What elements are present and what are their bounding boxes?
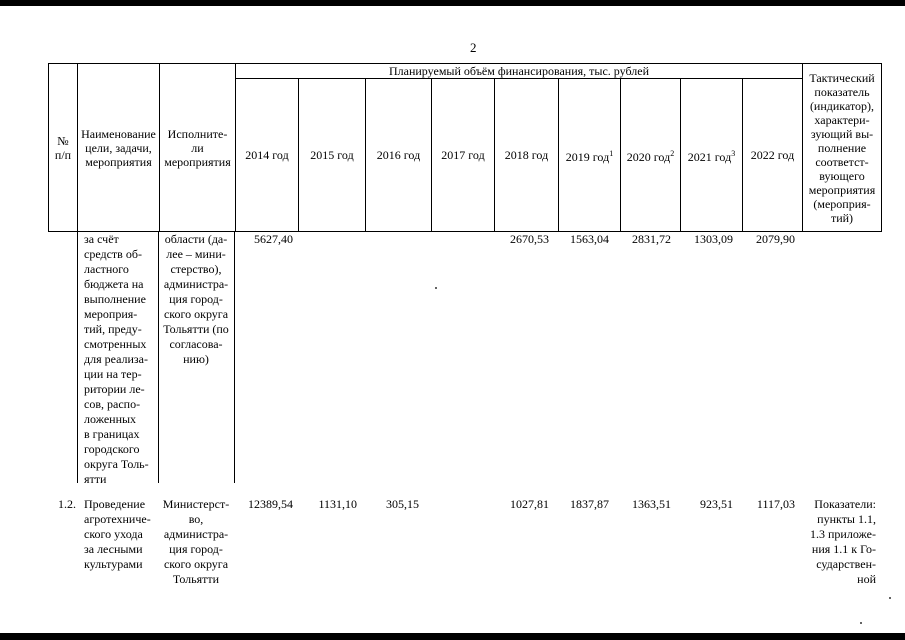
column-divider bbox=[234, 232, 235, 483]
row-value: 5627,40 bbox=[254, 232, 293, 246]
financing-header-table bbox=[48, 63, 882, 232]
row-value: 923,51 bbox=[700, 497, 733, 511]
header-year-label: 2015 год bbox=[310, 148, 354, 162]
header-year-6 bbox=[621, 79, 681, 232]
header-year-7 bbox=[681, 79, 743, 232]
header-year-label: 2017 год bbox=[441, 148, 485, 162]
header-executor: Исполните- ли мероприятия bbox=[160, 64, 236, 232]
header-year-2 bbox=[366, 79, 432, 232]
header-num: № п/п bbox=[49, 64, 78, 232]
row-value: 1363,51 bbox=[632, 497, 671, 511]
row-value: 305,15 bbox=[386, 497, 419, 511]
row-value: 1117,03 bbox=[756, 497, 795, 511]
header-year-label: 2014 год bbox=[245, 148, 289, 162]
page-number: 2 bbox=[470, 40, 477, 55]
row-value: 2831,72 bbox=[632, 232, 671, 246]
header-year-label: 2020 год bbox=[626, 149, 671, 164]
row-executor: области (да- лее – мини- стерство), администра- ция город- ского округа Тольятти (по согласова- нию) bbox=[163, 232, 229, 366]
header-year-0 bbox=[236, 79, 299, 232]
header-year-label: 2019 год bbox=[565, 149, 610, 164]
row-value: 2079,90 bbox=[756, 232, 795, 246]
row-name: за счёт средств об- ластного бюджета на выполнение мероприя- тий, преду- смотренных для реализа- ции на тер- ритории ле- сов, распо- ложенных в границах городского округа Толь- ятти bbox=[84, 232, 149, 486]
header-year-label: 2016 год bbox=[376, 148, 421, 162]
top-border bbox=[0, 0, 905, 6]
header-year-label: 2018 год bbox=[504, 148, 549, 162]
header-indicator: Тактический показатель (индикатор), характери- зующий вы- полнение соответст- вующего мероприятия (мероприя- тий) bbox=[803, 64, 882, 232]
row-value: 2670,53 bbox=[510, 232, 549, 246]
footnote-mark: 1 bbox=[609, 148, 614, 158]
column-divider bbox=[77, 232, 78, 483]
header-year-1 bbox=[299, 79, 366, 232]
row-executor: Министерст- во, администра- ция город- ского округа Тольятти bbox=[162, 497, 230, 586]
header-year-3 bbox=[432, 79, 495, 232]
scan-speck bbox=[435, 287, 437, 289]
row-value: 12389,54 bbox=[248, 497, 293, 511]
scan-speck bbox=[889, 597, 891, 599]
row-name: Проведение агротехниче- ского ухода за лесными культурами bbox=[84, 497, 151, 571]
row-value: 1837,87 bbox=[570, 497, 609, 511]
row-number: 1.2. bbox=[58, 497, 76, 511]
row-value: 1563,04 bbox=[570, 232, 609, 246]
header-year-label: 2022 год bbox=[750, 148, 795, 162]
footnote-mark: 2 bbox=[670, 148, 675, 158]
row-indicator: Показатели: пункты 1.1, 1.3 приложе- ния 1.1 к Го- сударствен- ной bbox=[810, 497, 876, 586]
row-value: 1027,81 bbox=[510, 497, 549, 511]
header-year-label: 2021 год bbox=[687, 149, 732, 164]
row-value: 1131,10 bbox=[318, 497, 357, 511]
row-value: 1303,09 bbox=[694, 232, 733, 246]
bottom-border bbox=[0, 633, 905, 640]
scan-speck bbox=[860, 622, 862, 624]
header-year-5 bbox=[559, 79, 621, 232]
header-name: Наименование цели, задачи, мероприятия bbox=[78, 64, 160, 232]
header-financing-title: Планируемый объём финансирования, тыс. рублей bbox=[236, 64, 803, 79]
footnote-mark: 3 bbox=[731, 148, 736, 158]
header-year-4 bbox=[495, 79, 559, 232]
header-year-8 bbox=[743, 79, 803, 232]
